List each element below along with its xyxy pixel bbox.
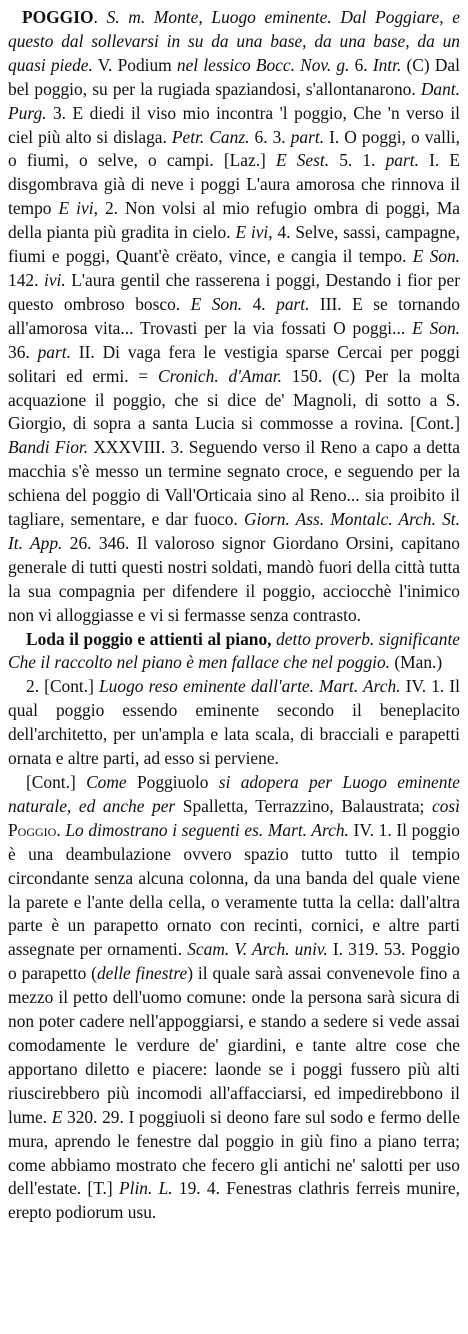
text-run: E Son.	[412, 317, 460, 338]
text-run: 6. 3.	[249, 126, 291, 147]
text-run: (C) Dal bel poggio, su per la rugiada spaziandosi, s'allontanarono.	[8, 54, 460, 99]
text-run: ) il quale sarà assai convenevole fino a mezzo il petto dell'uomo comune: onde la persona sarà sicura di non poter cadere nell'appoggiarsi, e stando a sedere si vede assai comodamente le verdure de' giardini, e tante altre cose che apportano diletto e piacere: laonde se i poggi fussero più alti riuscirebbero più incomodi all'affacciarsi, ed impedirebbono il lume.	[8, 963, 460, 1127]
text-run: E	[51, 1106, 63, 1127]
text-run: Spalletta, Terrazzino, Balaustrata;	[175, 795, 432, 816]
text-run: IV. 1. Il qual poggio essendo eminente secondo il beneplacito dell'architetto, per un'ampla e lata scala, di bracciali e parapetti ornata e altre parti, ad esso si perviene.	[8, 676, 460, 769]
text-run: Scam. V. Arch. univ.	[187, 939, 328, 960]
text-run: part.	[290, 126, 325, 147]
text-run: si adopera per Luogo eminente naturale, ed anche per	[8, 772, 461, 816]
text-run: E Son.	[190, 293, 243, 314]
text-run: (Man.)	[390, 652, 443, 673]
text-run: nel lessico Bocc. Nov. g.	[176, 54, 350, 75]
text-run: Petr. Canz.	[171, 126, 250, 147]
text-run: E Son.	[412, 246, 461, 267]
text-run: S. m. Monte, Luogo eminente. Dal Poggiare, e questo dal sollevarsi in su da una base, da una base, da un quasi piede.	[8, 7, 460, 75]
text-run: I. O poggi, o valli, o fiumi, o selve, o campi. [Laz.]	[8, 126, 460, 171]
text-run: , 4. Selve, sassi, campagne, fiumi e poggi, Quant'è crëato, vince, e cangia il tempo.	[8, 222, 460, 267]
text-run: IV. 1. Il poggio è una deambulazione ovvero spazio tutto tutto il tempio circondante senza alcuna colonna, da una banda del quale viene la parete e l'ante della cella, o veramente tutta la cella: dall'altra parte è un parapetto ornato con recinti, cornici, e altre parti assegnate per ornamenti.	[8, 819, 460, 960]
text-run: 150. (C) Per la molta acquazione il poggio, che si dice de' Magnoli, di sotto a S. Giorgio, di sopra a santa Lucia si commosse a rovina. [Cont.]	[8, 365, 460, 434]
text-run: 19. 4. Fenestras clathris ferreis munire, erepto podiorum usu.	[8, 1178, 460, 1223]
text-run: part.	[385, 150, 419, 171]
text-run: 3. E diedi il viso mio incontra 'l poggio, Che 'n verso il ciel più alto si dislaga.	[8, 102, 460, 147]
text-run: E Sest.	[275, 150, 330, 171]
text-run: III. E se tornando all'amorosa vita... Trovasti per la via fossati O poggi...	[8, 293, 460, 338]
text-run: Cronich. d'Amar.	[157, 365, 282, 386]
text-run: .	[93, 7, 107, 27]
text-run: Bandi Fior.	[8, 437, 89, 458]
text-run: Intr.	[372, 54, 402, 75]
text-run: I. E disgombrava già di neve i poggi L'aura amorosa che rinnova il tempo	[8, 150, 460, 219]
text-run: 5. 1.	[329, 150, 386, 171]
text-run: II. Di vaga fera le vestigia sparse Cercai per poggi solitari ed ermi. =	[8, 341, 460, 386]
text-run: delle finestre	[96, 963, 188, 984]
text-run: E ivi	[58, 198, 94, 219]
text-run: Giorn. Ass. Montalc. Arch. St. It. App.	[8, 509, 460, 553]
text-run: XXXVIII. 3. Seguendo verso il Reno a capo a detta macchia s'è messo un termine segnato croce, e seguendo per la schiena del poggio di Vall'Orticaia sino al Reno... sia proibito il tagliare, sementare, e dar fuoco.	[8, 437, 460, 530]
text-run: .	[56, 819, 66, 840]
text-run: 4.	[242, 293, 277, 314]
text-run: ivi.	[44, 269, 66, 290]
text-run: 36.	[8, 341, 38, 362]
text-run: 320. 29. I poggiuoli si deono fare sul sodo e fermo delle mura, aprendo le fenestre dal poggio in giù fino a piano terra; come abbiamo mostrato che fecero gli antichi ne' salotti per uso dell'estate. [T.]	[8, 1106, 461, 1199]
text-run: [Cont.]	[26, 772, 87, 792]
text-run: 142.	[8, 269, 44, 290]
text-run: così	[431, 795, 460, 816]
usage-note-paragraph	[8, 771, 460, 1225]
text-run: V. Podium	[92, 54, 177, 75]
text-run: Plin. L.	[118, 1178, 173, 1199]
entry-definition-paragraph	[8, 6, 460, 628]
text-run: L'aura gentil che rasserena i poggi, Destando i fior per questo ombroso bosco.	[8, 269, 460, 314]
text-run: Luogo reso eminente dall'arte. Mart. Arch.	[99, 676, 401, 697]
text-run: Lo dimostrano i seguenti es. Mart. Arch.	[65, 819, 349, 840]
text-run: Loda il poggio e attienti al piano,	[26, 628, 272, 649]
text-run: Poggio	[8, 819, 57, 840]
text-run: , 2. Non volsi al mio refugio ombra di poggi, Ma della pianta più gradita in cielo.	[8, 198, 460, 243]
text-run: detto proverb. significante Che il raccolto nel piano è men fallace che nel poggio.	[8, 628, 460, 673]
text-run: 26. 346. Il valoroso signor Giordano Orsini, capitano generale di tutti questi nostri soldati, mandò fuori della città tutta la sua compagnia per difendere il poggio, acciocchè l'inimico non vi alloggiasse e vi si fermasse senza contrasto.	[8, 532, 460, 625]
proverb-paragraph	[8, 628, 460, 676]
text-run: part.	[37, 341, 71, 362]
sense-2-paragraph	[8, 675, 460, 771]
text-run: I. 319. 53. Poggio o parapetto (	[8, 939, 460, 984]
text-run: 6.	[349, 54, 373, 75]
text-run: E ivi	[235, 222, 269, 243]
text-run: Dant. Purg.	[8, 78, 460, 123]
text-run: POGGIO	[22, 7, 94, 27]
text-run: Come	[86, 772, 127, 792]
text-run: 2. [Cont.]	[26, 676, 100, 697]
text-run: Poggiuolo	[126, 772, 219, 792]
text-run: part.	[276, 293, 310, 314]
